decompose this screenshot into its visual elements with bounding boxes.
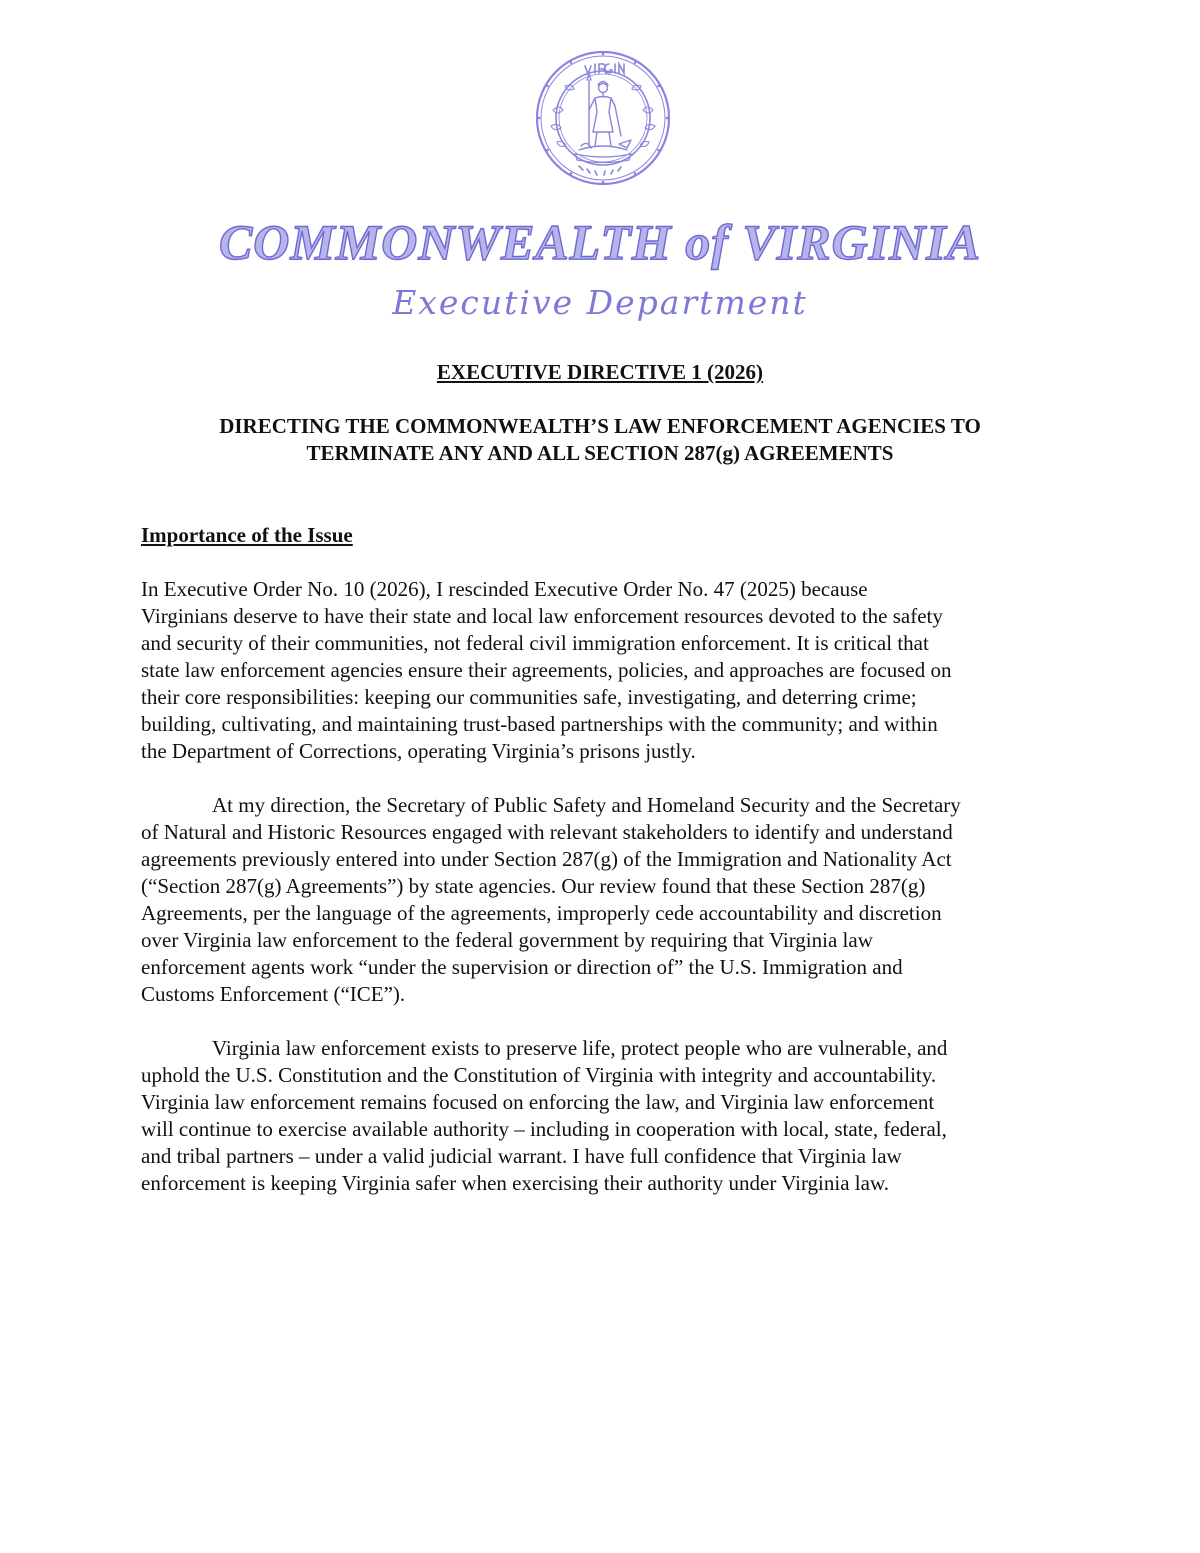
paragraph-line: uphold the U.S. Constitution and the Constitution of Virginia with integrity and accountability. [141,1063,937,1087]
paragraph-line: enforcement is keeping Virginia safer when exercising their authority under Virginia law. [141,1171,890,1195]
paragraph-line: over Virginia law enforcement to the federal government by requiring that Virginia law [141,928,873,952]
letterhead-subtitle: Executive Department [392,283,808,322]
paragraph-3 [141,1035,1071,1197]
paragraph-line: Virginia law enforcement exists to preserve life, protect people who are vulnerable, and [212,1036,948,1060]
paragraph-2 [141,792,1071,1008]
letterhead-title: COMMONWEALTH of VIRGINIA [218,214,982,270]
paragraph-line: their core responsibilities: keeping our communities safe, investigating, and deterring crime; [141,685,917,709]
paragraph-line: and security of their communities, not federal civil immigration enforcement. It is critical that [141,631,929,655]
paragraph-line: building, cultivating, and maintaining trust-based partnerships with the community; and within [141,712,938,736]
directive-title-line: TERMINATE ANY AND ALL SECTION 287(g) AGREEMENTS [306,441,894,465]
paragraph-line: Virginians deserve to have their state and local law enforcement resources devoted to the safety [141,604,943,628]
virginia-seal-logo [535,50,671,186]
paragraph-line: In Executive Order No. 10 (2026), I rescinded Executive Order No. 47 (2025) because [141,577,868,601]
paragraph-1 [141,576,1071,765]
paragraph-line: and tribal partners – under a valid judicial warrant. I have full confidence that Virginia law [141,1144,902,1168]
paragraph-line: state law enforcement agencies ensure their agreements, policies, and approaches are focused on [141,658,952,682]
paragraph-line: (“Section 287(g) Agreements”) by state agencies. Our review found that these Section 287(g) [141,874,926,898]
directive-title [0,413,1200,467]
paragraph-line: Virginia law enforcement remains focused on enforcing the law, and Virginia law enforcement [141,1090,935,1114]
section-heading: Importance of the Issue [141,523,353,547]
paragraph-line: Agreements, per the language of the agreements, improperly cede accountability and discretion [141,901,942,925]
directive-number: EXECUTIVE DIRECTIVE 1 (2026) [436,360,764,384]
paragraph-line: of Natural and Historic Resources engaged with relevant stakeholders to identify and understand [141,820,953,844]
paragraph-line: At my direction, the Secretary of Public Safety and Homeland Security and the Secretary [212,793,961,817]
paragraph-line: agreements previously entered into under Section 287(g) of the Immigration and Nationality Act [141,847,952,871]
paragraph-line: the Department of Corrections, operating Virginia’s prisons justly. [141,739,696,763]
directive-title-line: DIRECTING THE COMMONWEALTH’S LAW ENFORCEMENT AGENCIES TO [219,414,981,438]
paragraph-line: Customs Enforcement (“ICE”). [141,982,406,1006]
paragraph-line: enforcement agents work “under the supervision or direction of” the U.S. Immigration and [141,955,903,979]
paragraph-line: will continue to exercise available authority – including in cooperation with local, state, federal, [141,1117,947,1141]
